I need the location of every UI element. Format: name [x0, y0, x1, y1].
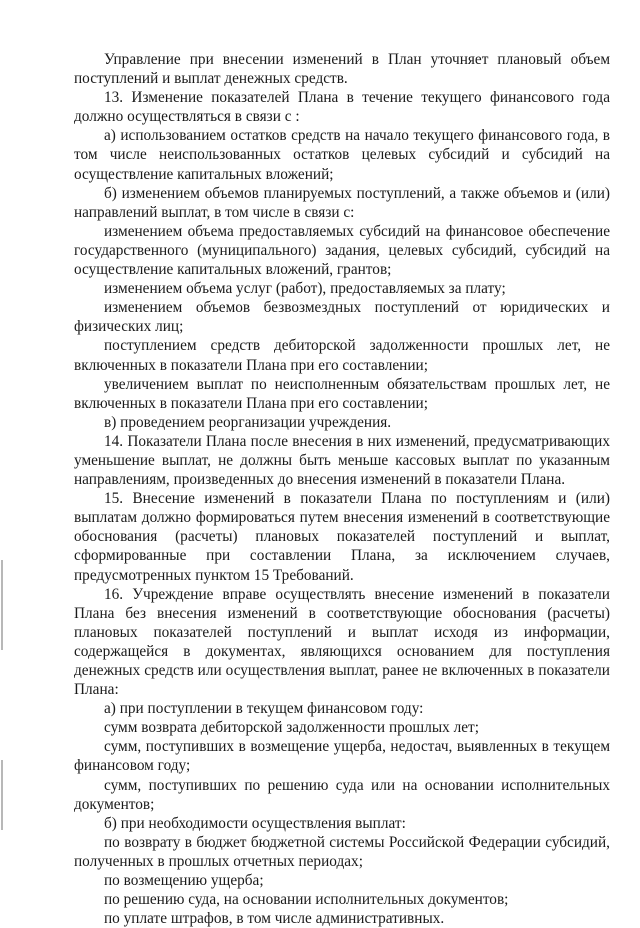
paragraph: а) при поступлении в текущем финансовом году: [104, 700, 424, 718]
paragraph: 15. Внесение изменений в показатели Плана по поступлениям и (или) выплатам должно формироваться путем внесения изменений в соответствующие обоснования (расчеты) плановых показателей поступлений и выплат, сформированные при составлении Плана, за исключением случаев, предусмотренных пунктом 15 Требований. [74, 490, 610, 584]
paragraph: сумм возврата дебиторской задолженности прошлых лет; [104, 719, 479, 737]
paragraph: Управление при внесении изменений в План уточняет плановый объем поступлений и выплат денежных средств. [74, 51, 610, 88]
paragraph: по решению суда, на основании исполнительных документов; [104, 891, 509, 909]
paragraph: 13. Изменение показателей Плана в течение текущего финансового года должно осуществляться в связи с : [74, 89, 610, 126]
paragraph: по уплате штрафов, в том числе административных. [104, 910, 445, 928]
paragraph: увеличением выплат по неисполненным обязательствам прошлых лет, не включенных в показатели Плана при его составлении; [74, 375, 610, 412]
paragraph: б) при необходимости осуществления выплат: [104, 814, 406, 832]
paragraph: в) проведением реорганизации учреждения. [104, 413, 392, 431]
paragraph: по возврату в бюджет бюджетной системы Российской Федерации субсидий, полученных в прошлых отчетных периодах; [74, 833, 610, 870]
paragraph: 14. Показатели Плана после внесения в них изменений, предусматривающих уменьшение выплат, не должны быть меньше кассовых выплат по указанным направлениям, произведенных до внесения изменений в показатели Плана. [74, 432, 610, 489]
paragraph: сумм, поступивших в возмещение ущерба, недостач, выявленных в текущем финансовом году; [74, 738, 610, 775]
paragraph: изменением объема предоставляемых субсидий на финансовое обеспечение государственного (муниципального) задания, целевых субсидий, субсидий на осуществление капитальных вложений, грантов; [74, 222, 610, 279]
scan-edge-mark [1, 560, 3, 650]
paragraph: изменением объемов безвозмездных поступлений от юридических и физических лиц; [74, 299, 610, 336]
paragraph: а) использованием остатков средств на начало текущего финансового года, в том числе неиспользованных остатков целевых субсидий и субсидий на осуществление капитальных вложений; [74, 127, 610, 183]
paragraph: поступлением средств дебиторской задолженности прошлых лет, не включенных в показатели Плана при его составлении; [74, 337, 610, 374]
paragraph: б) изменением объемов планируемых поступлений, а также объемов и (или) направлений выплат, в том числе в связи с: [74, 184, 610, 221]
paragraph: по возмещению ущерба; [104, 872, 264, 890]
paragraph: сумм, поступивших по решению суда или на основании исполнительных документов; [74, 776, 610, 813]
document-body [74, 50, 610, 928]
paragraph: 16. Учреждение вправе осуществлять внесение изменений в показатели Плана без внесения изменений в соответствующие обоснования (расчеты) плановых показателей поступлений и выплат исходя из информации, содержащейся в документах, являющихся основанием для поступления денежных средств или осуществления выплат, ранее не включенных в показатели Плана: [74, 585, 610, 699]
scan-edge-mark [1, 760, 3, 830]
paragraph: изменением объема услуг (работ), предоставляемых за плату; [104, 280, 506, 298]
